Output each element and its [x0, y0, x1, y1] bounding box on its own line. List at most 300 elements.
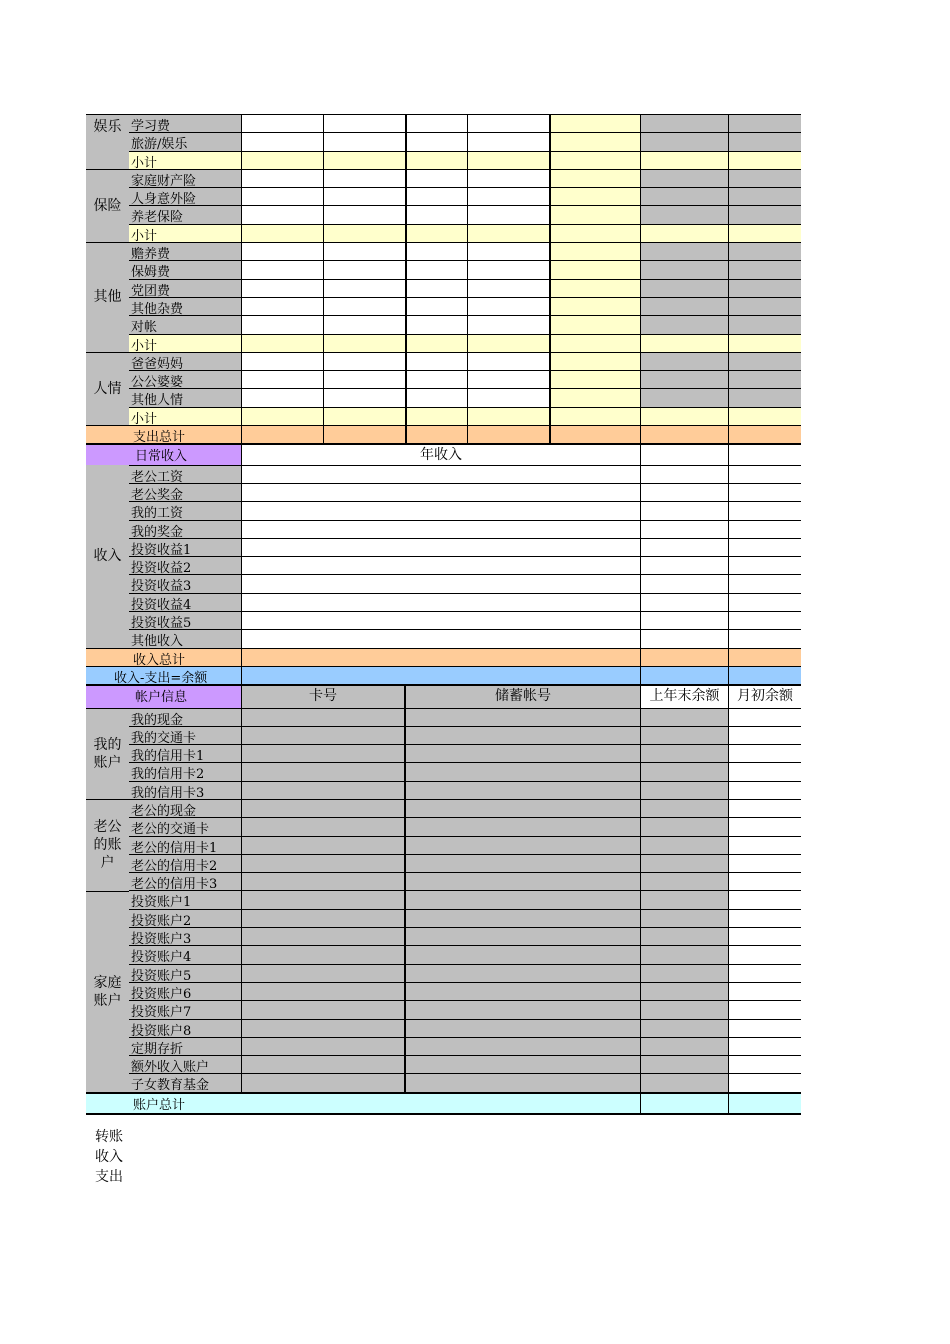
card-number-cell[interactable]: [241, 1037, 404, 1055]
month-start-balance-cell[interactable]: [728, 909, 801, 927]
month-start-balance-cell[interactable]: [728, 982, 801, 1000]
expense-input-cell[interactable]: [640, 114, 728, 132]
expense-input-cell[interactable]: [728, 279, 801, 297]
expense-input-cell[interactable]: [405, 132, 467, 150]
expense-input-cell[interactable]: [405, 169, 467, 187]
account-item-label: 我的信用卡2: [129, 762, 241, 780]
expense-input-cell[interactable]: [405, 279, 467, 297]
expense-input-cell[interactable]: [241, 388, 323, 406]
subtotal-cell: [640, 224, 728, 242]
expense-input-cell[interactable]: [241, 242, 323, 260]
savings-account-cell[interactable]: [404, 708, 640, 726]
income-input-cell[interactable]: [640, 629, 728, 647]
expense-input-cell[interactable]: [241, 352, 323, 370]
expense-input-cell[interactable]: [728, 315, 801, 333]
income-total-cell: [640, 648, 728, 666]
income-item-label: 投资收益4: [129, 593, 241, 611]
account-item-label: 老公的信用卡1: [129, 836, 241, 854]
expense-input-cell[interactable]: [323, 187, 405, 205]
expense-input-cell[interactable]: [467, 187, 549, 205]
last-year-balance-cell[interactable]: [640, 1037, 728, 1055]
income-input-cell[interactable]: [728, 556, 801, 574]
expense-input-cell[interactable]: [640, 242, 728, 260]
month-start-balance-header: 月初余额: [728, 684, 801, 707]
account-item-label: 我的交通卡: [129, 726, 241, 744]
budget-sheet: [86, 114, 801, 1115]
expense-input-cell[interactable]: [640, 315, 728, 333]
subtotal-row: [86, 224, 801, 242]
expense-input-cell[interactable]: [549, 260, 640, 278]
last-year-balance-cell[interactable]: [640, 872, 728, 890]
income-input-cell[interactable]: [241, 574, 640, 592]
month-start-balance-cell[interactable]: [728, 1037, 801, 1055]
expense-input-cell[interactable]: [549, 242, 640, 260]
last-year-balance-cell[interactable]: [640, 836, 728, 854]
account-item-label: 我的现金: [129, 708, 241, 726]
last-year-balance-cell[interactable]: [640, 708, 728, 726]
savings-account-cell[interactable]: [404, 762, 640, 780]
expense-row: [86, 169, 801, 187]
subtotal-cell: [405, 334, 467, 352]
expense-input-cell[interactable]: [728, 297, 801, 315]
card-number-cell[interactable]: [241, 1019, 404, 1037]
card-number-cell[interactable]: [241, 762, 404, 780]
last-year-balance-cell[interactable]: [640, 726, 728, 744]
subtotal-label: 小计: [129, 224, 241, 242]
income-input-cell[interactable]: [640, 556, 728, 574]
month-start-balance-cell[interactable]: [728, 1000, 801, 1018]
month-start-balance-cell[interactable]: [728, 781, 801, 799]
expense-input-cell[interactable]: [323, 279, 405, 297]
income-input-cell[interactable]: [728, 520, 801, 538]
income-input-cell[interactable]: [241, 538, 640, 556]
income-row: [86, 538, 801, 556]
expense-input-cell[interactable]: [241, 205, 323, 223]
last-year-balance-cell[interactable]: [640, 799, 728, 817]
subtotal-label: 小计: [129, 151, 241, 169]
expense-input-cell[interactable]: [728, 370, 801, 388]
expense-item-label: 人身意外险: [129, 187, 241, 205]
savings-account-cell[interactable]: [404, 964, 640, 982]
expense-total-cell: [323, 425, 405, 443]
savings-account-cell[interactable]: [404, 726, 640, 744]
month-start-balance-cell[interactable]: [728, 945, 801, 963]
account-item-label: 老公的现金: [129, 799, 241, 817]
savings-account-cell[interactable]: [404, 909, 640, 927]
card-number-cell[interactable]: [241, 817, 404, 835]
card-number-cell[interactable]: [241, 927, 404, 945]
income-input-cell[interactable]: [640, 611, 728, 629]
expense-input-cell[interactable]: [549, 297, 640, 315]
expense-input-cell[interactable]: [405, 352, 467, 370]
balance-cell: [728, 666, 801, 684]
last-year-balance-cell[interactable]: [640, 945, 728, 963]
income-input-cell[interactable]: [728, 501, 801, 519]
account-item-label: 额外收入账户: [129, 1055, 241, 1073]
income-input-cell[interactable]: [728, 574, 801, 592]
expense-input-cell[interactable]: [467, 132, 549, 150]
card-number-cell[interactable]: [241, 854, 404, 872]
month-start-balance-cell[interactable]: [728, 762, 801, 780]
subtotal-cell: [467, 224, 549, 242]
last-year-balance-cell[interactable]: [640, 982, 728, 1000]
expense-input-cell[interactable]: [241, 315, 323, 333]
expense-input-cell[interactable]: [241, 260, 323, 278]
expense-row: [86, 279, 801, 297]
expense-input-cell[interactable]: [405, 370, 467, 388]
month-start-balance-cell[interactable]: [728, 927, 801, 945]
account-item-label: 投资账户1: [129, 890, 241, 908]
expense-input-cell[interactable]: [323, 352, 405, 370]
income-input-cell[interactable]: [241, 629, 640, 647]
expense-item-label: 公公婆婆: [129, 370, 241, 388]
expense-input-cell[interactable]: [549, 315, 640, 333]
expense-total-label: 支出总计: [86, 425, 241, 443]
last-year-balance-cell[interactable]: [640, 1055, 728, 1073]
subtotal-cell: [728, 151, 801, 169]
account-item-label: 老公的信用卡2: [129, 854, 241, 872]
card-number-header: 卡号: [241, 684, 404, 707]
expense-input-cell[interactable]: [549, 279, 640, 297]
income-row: [86, 629, 801, 647]
note-item: 支出: [95, 1169, 123, 1185]
expense-group-0: 娱乐: [86, 114, 129, 169]
account-row: [86, 817, 801, 835]
account-group-1: 老公的账户: [86, 799, 129, 891]
last-year-balance-cell[interactable]: [640, 817, 728, 835]
subtotal-row: [86, 151, 801, 169]
income-input-cell[interactable]: [241, 483, 640, 501]
expense-item-label: 家庭财产险: [129, 169, 241, 187]
expense-input-cell[interactable]: [640, 132, 728, 150]
last-year-balance-cell[interactable]: [640, 781, 728, 799]
subtotal-cell: [241, 224, 323, 242]
balance-cell: [640, 666, 728, 684]
expense-input-cell[interactable]: [728, 260, 801, 278]
subtotal-cell: [241, 334, 323, 352]
expense-input-cell[interactable]: [241, 132, 323, 150]
expense-input-cell[interactable]: [467, 297, 549, 315]
card-number-cell[interactable]: [241, 836, 404, 854]
income-total-row: [86, 648, 801, 666]
subtotal-label: 小计: [129, 334, 241, 352]
expense-input-cell[interactable]: [728, 169, 801, 187]
savings-account-cell[interactable]: [404, 836, 640, 854]
subtotal-row: [86, 334, 801, 352]
savings-account-cell[interactable]: [404, 1037, 640, 1055]
income-item-label: 老公工资: [129, 465, 241, 483]
expense-input-cell[interactable]: [549, 205, 640, 223]
last-year-balance-cell[interactable]: [640, 964, 728, 982]
expense-total-cell: [241, 425, 323, 443]
expense-input-cell[interactable]: [323, 297, 405, 315]
account-item-label: 投资账户2: [129, 909, 241, 927]
month-start-balance-cell[interactable]: [728, 964, 801, 982]
account-total-row: [86, 1092, 801, 1115]
month-start-balance-cell[interactable]: [728, 726, 801, 744]
subtotal-cell: [549, 224, 640, 242]
account-row: [86, 781, 801, 799]
expense-row: [86, 187, 801, 205]
last-year-balance-cell[interactable]: [640, 762, 728, 780]
expense-input-cell[interactable]: [640, 260, 728, 278]
income-header-row: [86, 443, 801, 464]
card-number-cell[interactable]: [241, 1073, 404, 1091]
expense-input-cell[interactable]: [323, 315, 405, 333]
expense-row: [86, 132, 801, 150]
expense-row: [86, 260, 801, 278]
expense-input-cell[interactable]: [640, 205, 728, 223]
income-input-cell[interactable]: [640, 501, 728, 519]
month-start-balance-cell[interactable]: [728, 799, 801, 817]
expense-input-cell[interactable]: [467, 388, 549, 406]
expense-input-cell[interactable]: [640, 169, 728, 187]
expense-input-cell[interactable]: [323, 132, 405, 150]
expense-input-cell[interactable]: [323, 388, 405, 406]
income-input-cell[interactable]: [640, 465, 728, 483]
expense-input-cell[interactable]: [405, 315, 467, 333]
card-number-cell[interactable]: [241, 799, 404, 817]
expense-item-label: 其他人情: [129, 388, 241, 406]
annual-income-header: 年收入: [241, 443, 640, 464]
savings-account-cell[interactable]: [404, 890, 640, 908]
card-number-cell[interactable]: [241, 909, 404, 927]
savings-account-cell[interactable]: [404, 945, 640, 963]
account-header-label: 帐户信息: [86, 684, 241, 707]
expense-input-cell[interactable]: [549, 388, 640, 406]
card-number-cell[interactable]: [241, 890, 404, 908]
income-input-cell[interactable]: [728, 593, 801, 611]
expense-input-cell[interactable]: [323, 260, 405, 278]
account-item-label: 定期存折: [129, 1037, 241, 1055]
card-number-cell[interactable]: [241, 1055, 404, 1073]
savings-account-cell[interactable]: [404, 1019, 640, 1037]
last-year-balance-cell[interactable]: [640, 854, 728, 872]
subtotal-label: 小计: [129, 407, 241, 425]
card-number-cell[interactable]: [241, 872, 404, 890]
expense-input-cell[interactable]: [467, 205, 549, 223]
expense-input-cell[interactable]: [323, 205, 405, 223]
expense-input-cell[interactable]: [549, 187, 640, 205]
last-year-balance-cell[interactable]: [640, 909, 728, 927]
expense-item-label: 爸爸妈妈: [129, 352, 241, 370]
income-input-cell[interactable]: [728, 538, 801, 556]
savings-account-cell[interactable]: [404, 799, 640, 817]
expense-input-cell[interactable]: [241, 169, 323, 187]
expense-input-cell[interactable]: [405, 242, 467, 260]
expense-row: [86, 352, 801, 370]
savings-account-cell[interactable]: [404, 854, 640, 872]
account-total-label: 账户总计: [86, 1092, 241, 1115]
account-item-label: 投资账户6: [129, 982, 241, 1000]
expense-input-cell[interactable]: [467, 279, 549, 297]
card-number-cell[interactable]: [241, 982, 404, 1000]
expense-input-cell[interactable]: [323, 169, 405, 187]
account-item-label: 我的信用卡1: [129, 744, 241, 762]
account-item-label: 老公的交通卡: [129, 817, 241, 835]
subtotal-cell: [405, 151, 467, 169]
account-item-label: 投资账户8: [129, 1019, 241, 1037]
savings-account-cell[interactable]: [404, 872, 640, 890]
expense-input-cell[interactable]: [549, 370, 640, 388]
savings-account-cell[interactable]: [404, 744, 640, 762]
income-input-cell[interactable]: [241, 556, 640, 574]
expense-input-cell[interactable]: [467, 242, 549, 260]
last-year-balance-cell[interactable]: [640, 1073, 728, 1091]
income-input-cell[interactable]: [241, 520, 640, 538]
expense-input-cell[interactable]: [405, 114, 467, 132]
account-item-label: 投资账户5: [129, 964, 241, 982]
income-total-cell: [728, 648, 801, 666]
expense-input-cell[interactable]: [405, 297, 467, 315]
card-number-cell[interactable]: [241, 1000, 404, 1018]
last-year-balance-cell[interactable]: [640, 890, 728, 908]
expense-input-cell[interactable]: [640, 370, 728, 388]
income-input-cell[interactable]: [241, 593, 640, 611]
month-start-balance-cell[interactable]: [728, 836, 801, 854]
expense-input-cell[interactable]: [467, 315, 549, 333]
expense-input-cell[interactable]: [728, 187, 801, 205]
last-year-balance-cell[interactable]: [640, 744, 728, 762]
month-start-balance-cell[interactable]: [728, 817, 801, 835]
expense-item-label: 其他杂费: [129, 297, 241, 315]
expense-input-cell[interactable]: [640, 187, 728, 205]
account-row: [86, 927, 801, 945]
income-input-cell[interactable]: [241, 501, 640, 519]
expense-input-cell[interactable]: [323, 370, 405, 388]
last-year-balance-cell[interactable]: [640, 927, 728, 945]
subtotal-cell: [549, 334, 640, 352]
month-start-balance-cell[interactable]: [728, 854, 801, 872]
card-number-cell[interactable]: [241, 726, 404, 744]
month-start-balance-cell[interactable]: [728, 872, 801, 890]
savings-account-cell[interactable]: [404, 1055, 640, 1073]
income-input-cell[interactable]: [728, 483, 801, 501]
month-start-balance-cell[interactable]: [728, 744, 801, 762]
card-number-cell[interactable]: [241, 964, 404, 982]
income-input-cell[interactable]: [640, 520, 728, 538]
expense-input-cell[interactable]: [405, 388, 467, 406]
expense-input-cell[interactable]: [241, 297, 323, 315]
expense-input-cell[interactable]: [640, 388, 728, 406]
income-input-cell[interactable]: [640, 574, 728, 592]
income-input-cell[interactable]: [241, 465, 640, 483]
income-input-cell[interactable]: [728, 629, 801, 647]
expense-input-cell[interactable]: [549, 132, 640, 150]
expense-input-cell[interactable]: [405, 205, 467, 223]
income-row: [86, 574, 801, 592]
card-number-cell[interactable]: [241, 744, 404, 762]
subtotal-cell: [323, 224, 405, 242]
income-input-cell[interactable]: [640, 538, 728, 556]
account-group-2: 家庭账户: [86, 891, 129, 1092]
expense-input-cell[interactable]: [405, 187, 467, 205]
expense-input-cell[interactable]: [323, 242, 405, 260]
subtotal-cell: [323, 407, 405, 425]
income-col-cell: [640, 443, 728, 464]
expense-item-label: 学习费: [129, 114, 241, 132]
expense-input-cell[interactable]: [549, 352, 640, 370]
month-start-balance-cell[interactable]: [728, 1055, 801, 1073]
expense-input-cell[interactable]: [467, 114, 549, 132]
expense-input-cell[interactable]: [467, 169, 549, 187]
account-row: [86, 1037, 801, 1055]
expense-input-cell[interactable]: [728, 352, 801, 370]
income-input-cell[interactable]: [728, 611, 801, 629]
subtotal-cell: [467, 407, 549, 425]
savings-account-cell[interactable]: [404, 927, 640, 945]
month-start-balance-cell[interactable]: [728, 708, 801, 726]
card-number-cell[interactable]: [241, 708, 404, 726]
month-start-balance-cell[interactable]: [728, 1073, 801, 1091]
expense-row: [86, 205, 801, 223]
expense-input-cell[interactable]: [467, 352, 549, 370]
income-input-cell[interactable]: [728, 465, 801, 483]
expense-input-cell[interactable]: [728, 388, 801, 406]
income-col-cell: [728, 443, 801, 464]
savings-account-cell[interactable]: [404, 1000, 640, 1018]
last-year-balance-cell[interactable]: [640, 1000, 728, 1018]
income-item-label: 其他收入: [129, 629, 241, 647]
income-input-cell[interactable]: [640, 483, 728, 501]
card-number-cell[interactable]: [241, 945, 404, 963]
account-row: [86, 836, 801, 854]
expense-input-cell[interactable]: [728, 132, 801, 150]
subtotal-cell: [640, 407, 728, 425]
last-year-balance-cell[interactable]: [640, 1019, 728, 1037]
expense-total-cell: [728, 425, 801, 443]
expense-input-cell[interactable]: [728, 242, 801, 260]
income-row: [86, 465, 801, 483]
month-start-balance-cell[interactable]: [728, 1019, 801, 1037]
balance-cell: [241, 666, 640, 684]
last-year-balance-header: 上年末余额: [640, 684, 728, 707]
balance-row: [86, 666, 801, 684]
expense-input-cell[interactable]: [467, 260, 549, 278]
subtotal-cell: [728, 407, 801, 425]
expense-input-cell[interactable]: [640, 297, 728, 315]
account-item-label: 老公的信用卡3: [129, 872, 241, 890]
income-input-cell[interactable]: [241, 611, 640, 629]
expense-input-cell[interactable]: [549, 169, 640, 187]
savings-account-cell[interactable]: [404, 817, 640, 835]
expense-input-cell[interactable]: [405, 260, 467, 278]
account-total-cell: [241, 1092, 640, 1115]
expense-input-cell[interactable]: [241, 279, 323, 297]
expense-input-cell[interactable]: [241, 187, 323, 205]
expense-input-cell[interactable]: [640, 352, 728, 370]
expense-input-cell[interactable]: [549, 114, 640, 132]
expense-input-cell[interactable]: [728, 205, 801, 223]
expense-input-cell[interactable]: [467, 370, 549, 388]
expense-input-cell[interactable]: [728, 114, 801, 132]
account-row: [86, 872, 801, 890]
expense-input-cell[interactable]: [323, 114, 405, 132]
income-header-label: 日常收入: [86, 443, 241, 464]
expense-total-cell: [549, 425, 640, 443]
income-row: [86, 520, 801, 538]
savings-account-cell[interactable]: [404, 982, 640, 1000]
month-start-balance-cell[interactable]: [728, 890, 801, 908]
income-input-cell[interactable]: [640, 593, 728, 611]
expense-input-cell[interactable]: [241, 114, 323, 132]
expense-input-cell[interactable]: [640, 279, 728, 297]
expense-input-cell[interactable]: [241, 370, 323, 388]
savings-account-cell[interactable]: [404, 1073, 640, 1091]
savings-account-cell[interactable]: [404, 781, 640, 799]
card-number-cell[interactable]: [241, 781, 404, 799]
expense-row: [86, 315, 801, 333]
